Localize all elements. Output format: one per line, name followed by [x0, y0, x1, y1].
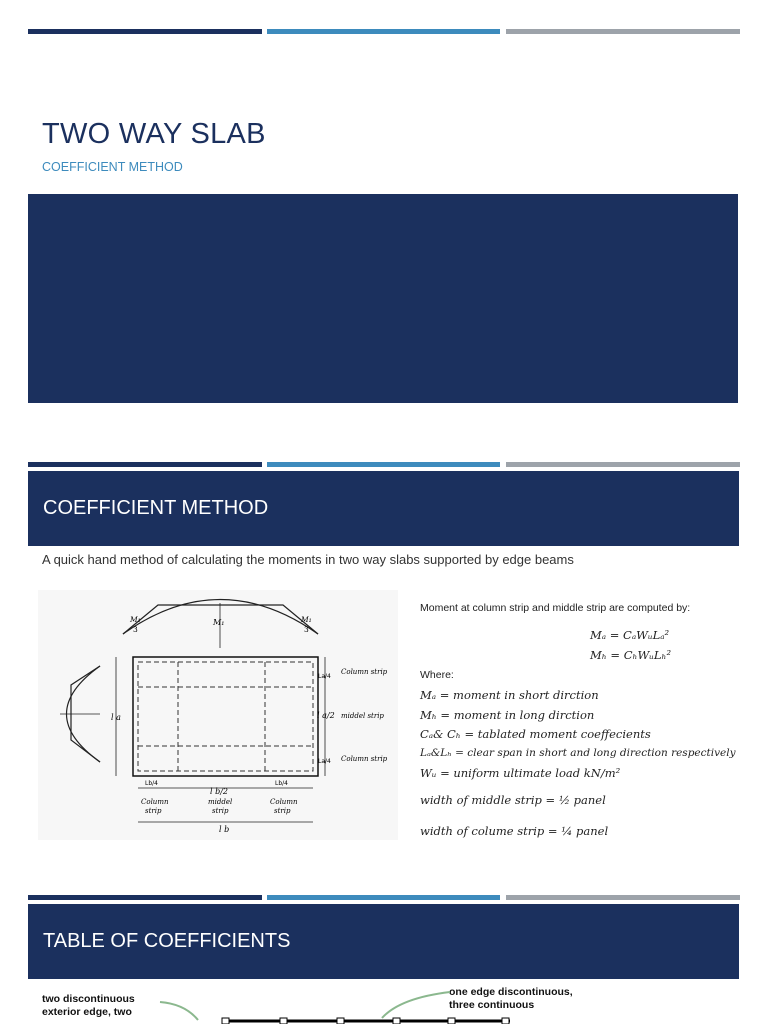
la-label: l a: [111, 713, 121, 722]
callout-left-pointer: [160, 1002, 198, 1020]
column-strip-bottom: Column strip: [341, 755, 388, 763]
callout-right-pointer: [382, 992, 450, 1018]
support-marker-1: [222, 1018, 229, 1024]
accent-bar-blue: [267, 29, 500, 34]
slide3-header: [28, 904, 739, 979]
callout-right-line1: one edge discontinuous,: [449, 986, 573, 998]
definition-column-strip: width of colume strip = ¼ panel: [420, 824, 609, 838]
middle-strip-side: middel strip: [341, 712, 384, 720]
la-quarter-top: La/4: [318, 673, 331, 680]
where-label: Where:: [420, 669, 454, 681]
slide2-intro: A quick hand method of calculating the moments in two way slabs supported by edge beams: [42, 552, 574, 567]
right-corner-div: 3: [304, 625, 309, 634]
support-marker-4: [393, 1018, 400, 1024]
accent-bar-blue: [267, 462, 500, 467]
accent-bar-gray: [506, 895, 740, 900]
slab-strip-diagram: [38, 590, 398, 840]
callout-left: two discontinuous exterior edge, two: [42, 993, 135, 1018]
slide2-header-text: COEFFICIENT METHOD: [43, 497, 269, 519]
strip-label-left: strip: [145, 807, 162, 815]
strip-label-right: strip: [274, 807, 291, 815]
strip-label-middle: strip: [212, 807, 229, 815]
support-marker-6: [502, 1018, 509, 1024]
strip-dashed-border: [138, 662, 313, 771]
middel-label: middel: [208, 798, 233, 806]
lb-half-label: l b/2: [210, 787, 229, 796]
formula-block: [420, 598, 750, 848]
column-label-left: Column: [141, 798, 169, 806]
formula-mb: Mₕ = CₕWᵤLₕ²: [590, 648, 672, 662]
right-corner-moment: M₁: [301, 615, 312, 624]
accent-bar-gray: [506, 462, 740, 467]
la-quarter-bottom: La/4: [318, 758, 331, 765]
lb-label: l b: [219, 825, 230, 834]
accent-bar-gray: [506, 29, 740, 34]
left-corner-div: 3: [133, 625, 138, 634]
column-label-right: Column: [270, 798, 298, 806]
slide-subtitle: COEFFICIENT METHOD: [42, 160, 183, 174]
top-accent-bars: [28, 29, 740, 34]
coefficient-table-preview: [150, 990, 530, 1024]
accent-bar-navy: [28, 462, 262, 467]
slide2-accent-bars: [28, 462, 740, 467]
title-banner: [28, 194, 738, 403]
support-marker-5: [448, 1018, 455, 1024]
lb-quarter-right: Lb/4: [275, 780, 288, 787]
la-half-label: l a/2: [317, 711, 335, 720]
support-marker-2: [280, 1018, 287, 1024]
formula-ma: Mₐ = CₐWᵤLₐ²: [590, 628, 670, 642]
column-strip-top: Column strip: [341, 668, 388, 676]
slab-outline: [133, 657, 318, 776]
accent-bar-blue: [267, 895, 500, 900]
slide3-header-text: TABLE OF COEFFICIENTS: [43, 930, 291, 952]
definition-mb: Mₕ = moment in long dirction: [420, 708, 595, 722]
slide3-accent-bars: [28, 895, 740, 900]
callout-right-line2: three continuous: [449, 999, 535, 1011]
definition-spans: Lₐ&Lₕ = clear span in short and long direction respectively: [420, 747, 736, 759]
formula-intro: Moment at column strip and middle strip are computed by:: [420, 602, 691, 614]
definition-load: Wᵤ = uniform ultimate load kN/m²: [420, 766, 621, 780]
accent-bar-navy: [28, 895, 262, 900]
accent-bar-navy: [28, 29, 262, 34]
definition-coefficients: Cₐ& Cₕ = tablated moment coeffecients: [420, 727, 651, 741]
definition-middle-strip: width of middle strip = ½ panel: [420, 793, 606, 807]
lb-quarter-left: Lb/4: [145, 780, 158, 787]
left-corner-moment: M₁: [130, 615, 141, 624]
slide-title: TWO WAY SLAB: [42, 118, 266, 150]
definition-ma: Mₐ = moment in short dirction: [420, 688, 599, 702]
slide2-header: [28, 471, 739, 546]
support-marker-3: [337, 1018, 344, 1024]
top-moment-label: M₁: [213, 618, 225, 627]
